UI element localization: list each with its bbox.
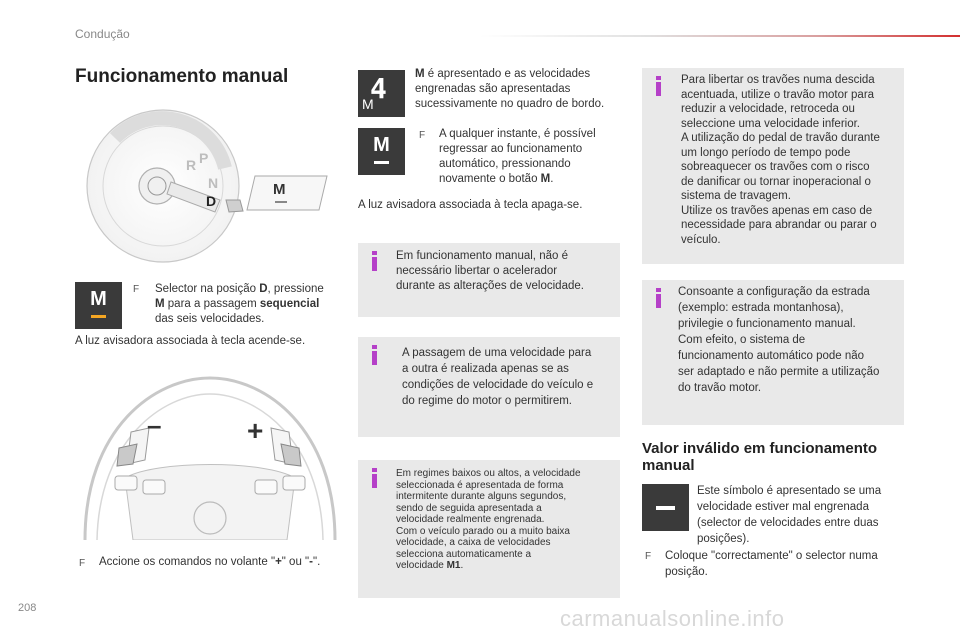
info-box-gear-change [358, 337, 620, 437]
wheel-minus-label: – [147, 410, 162, 440]
info-icon [656, 76, 661, 96]
info-icon [656, 288, 661, 308]
lamp-off-text: A luz avisadora associada à tecla apaga-se. [358, 199, 583, 211]
header-divider [480, 35, 960, 37]
section-header: Condução [75, 27, 130, 41]
info-icon [372, 345, 377, 365]
invalid-value-icon [642, 484, 689, 531]
selector-m-button-label: M [273, 181, 286, 198]
info-gear-change-text: A passagem de uma velocidade para a outra é realizada apenas se as condições de velocidade do veículo e do regime do motor o permitirem. [402, 347, 594, 407]
invalid-value-text: Este símbolo é apresentado se uma velocidade estiver mal engrenada (selector de velocidades entre duas posições). [697, 485, 882, 545]
selector-letter-n: N [208, 175, 219, 191]
info-road-config-text: Consoante a configuração da estrada (exemplo: estrada montanhosa), privilegie o funcionamento manual. Com efeito, o sistema de funcionamento automático pode não ser adaptado e não permite a utilização do travão motor. [678, 286, 880, 394]
watermark: carmanualsonline.info [560, 606, 785, 631]
m-icon2-letter: M [373, 134, 390, 156]
selector-letter-p: P [199, 150, 209, 166]
info-icon [372, 251, 377, 271]
m-icon-letter: M [90, 288, 107, 310]
wheel-plus-label: + [247, 415, 264, 446]
bullet-icon: F [133, 284, 140, 295]
info-box-road-config [642, 280, 904, 425]
info-descent-braking-text: Para libertar os travões numa descida acentuada, utilize o travão motor para reduzir a velocidade, retroceda ou seleccione uma velocidade inferior. A utilização do pedal de travão durante um longo período de tempo pode sobreaquecer os travões com o risco de danificar ou tornar inoperacional o sistema de travagem. Utilize os travões apenas em caso de necessidade para abrandar ou parar o veículo. [681, 74, 880, 246]
page-number: 208 [18, 602, 37, 614]
page-title: Funcionamento manual [75, 66, 289, 87]
reposition-selector-text: Coloque "correctamente" o selector numa posição. [665, 550, 878, 578]
m-button-unlit-icon [358, 128, 405, 175]
info-box-speed-regimes [358, 460, 620, 598]
bullet-icon: F [645, 551, 652, 562]
orange-lamp-icon [91, 315, 106, 318]
m-button-lit-icon [75, 282, 122, 329]
gear-selector-illustration [75, 108, 345, 268]
m4-digit: 4 [370, 72, 387, 105]
steering-wheel-illustration [75, 368, 345, 540]
info-accelerator-text: Em funcionamento manual, não é necessário libertar o acelerador durante as alterações de velocidade. [396, 250, 584, 292]
dash-icon [656, 506, 675, 510]
step-select-sequential: Selector na posição D, pressione M para a passagem sequencial das seis velocidades. [155, 283, 324, 325]
section-subtitle-invalid: Valor inválido em funcionamento manual [642, 440, 878, 474]
info-box-descent-braking [642, 68, 904, 264]
m4-letter: M [362, 96, 374, 112]
selector-letter-d: D [206, 193, 217, 209]
step-paddles: Accione os comandos no volante "+" ou "-". [99, 556, 321, 568]
lamp-on-text: A luz avisadora associada à tecla acende-se. [75, 335, 306, 347]
bullet-icon: F [79, 558, 86, 569]
return-auto-text: A qualquer instante, é possível regressar ao funcionamento automático, pressionando novamente o botão M. [439, 128, 596, 185]
selector-letter-r-main: R [186, 157, 197, 173]
bullet-icon: F [419, 130, 426, 141]
info-box-accelerator [358, 243, 620, 317]
info-icon [372, 468, 377, 488]
m4-display-icon [358, 70, 405, 117]
lamp-off-icon [374, 161, 389, 164]
m-display-text: M é apresentado e as velocidades engrenadas são apresentadas sucessivamente no quadro de bordo. [415, 68, 605, 110]
info-speed-regimes-text: Em regimes baixos ou altos, a velocidade seleccionada é apresentada de forma intermitente durante alguns segundos, sendo de seguida apresentada a velocidade realmente engrenada. Com o veículo parado ou a muito baixa velocidade, a caixa de velocidades selecciona automaticamente a velocidade M1. [396, 468, 581, 571]
